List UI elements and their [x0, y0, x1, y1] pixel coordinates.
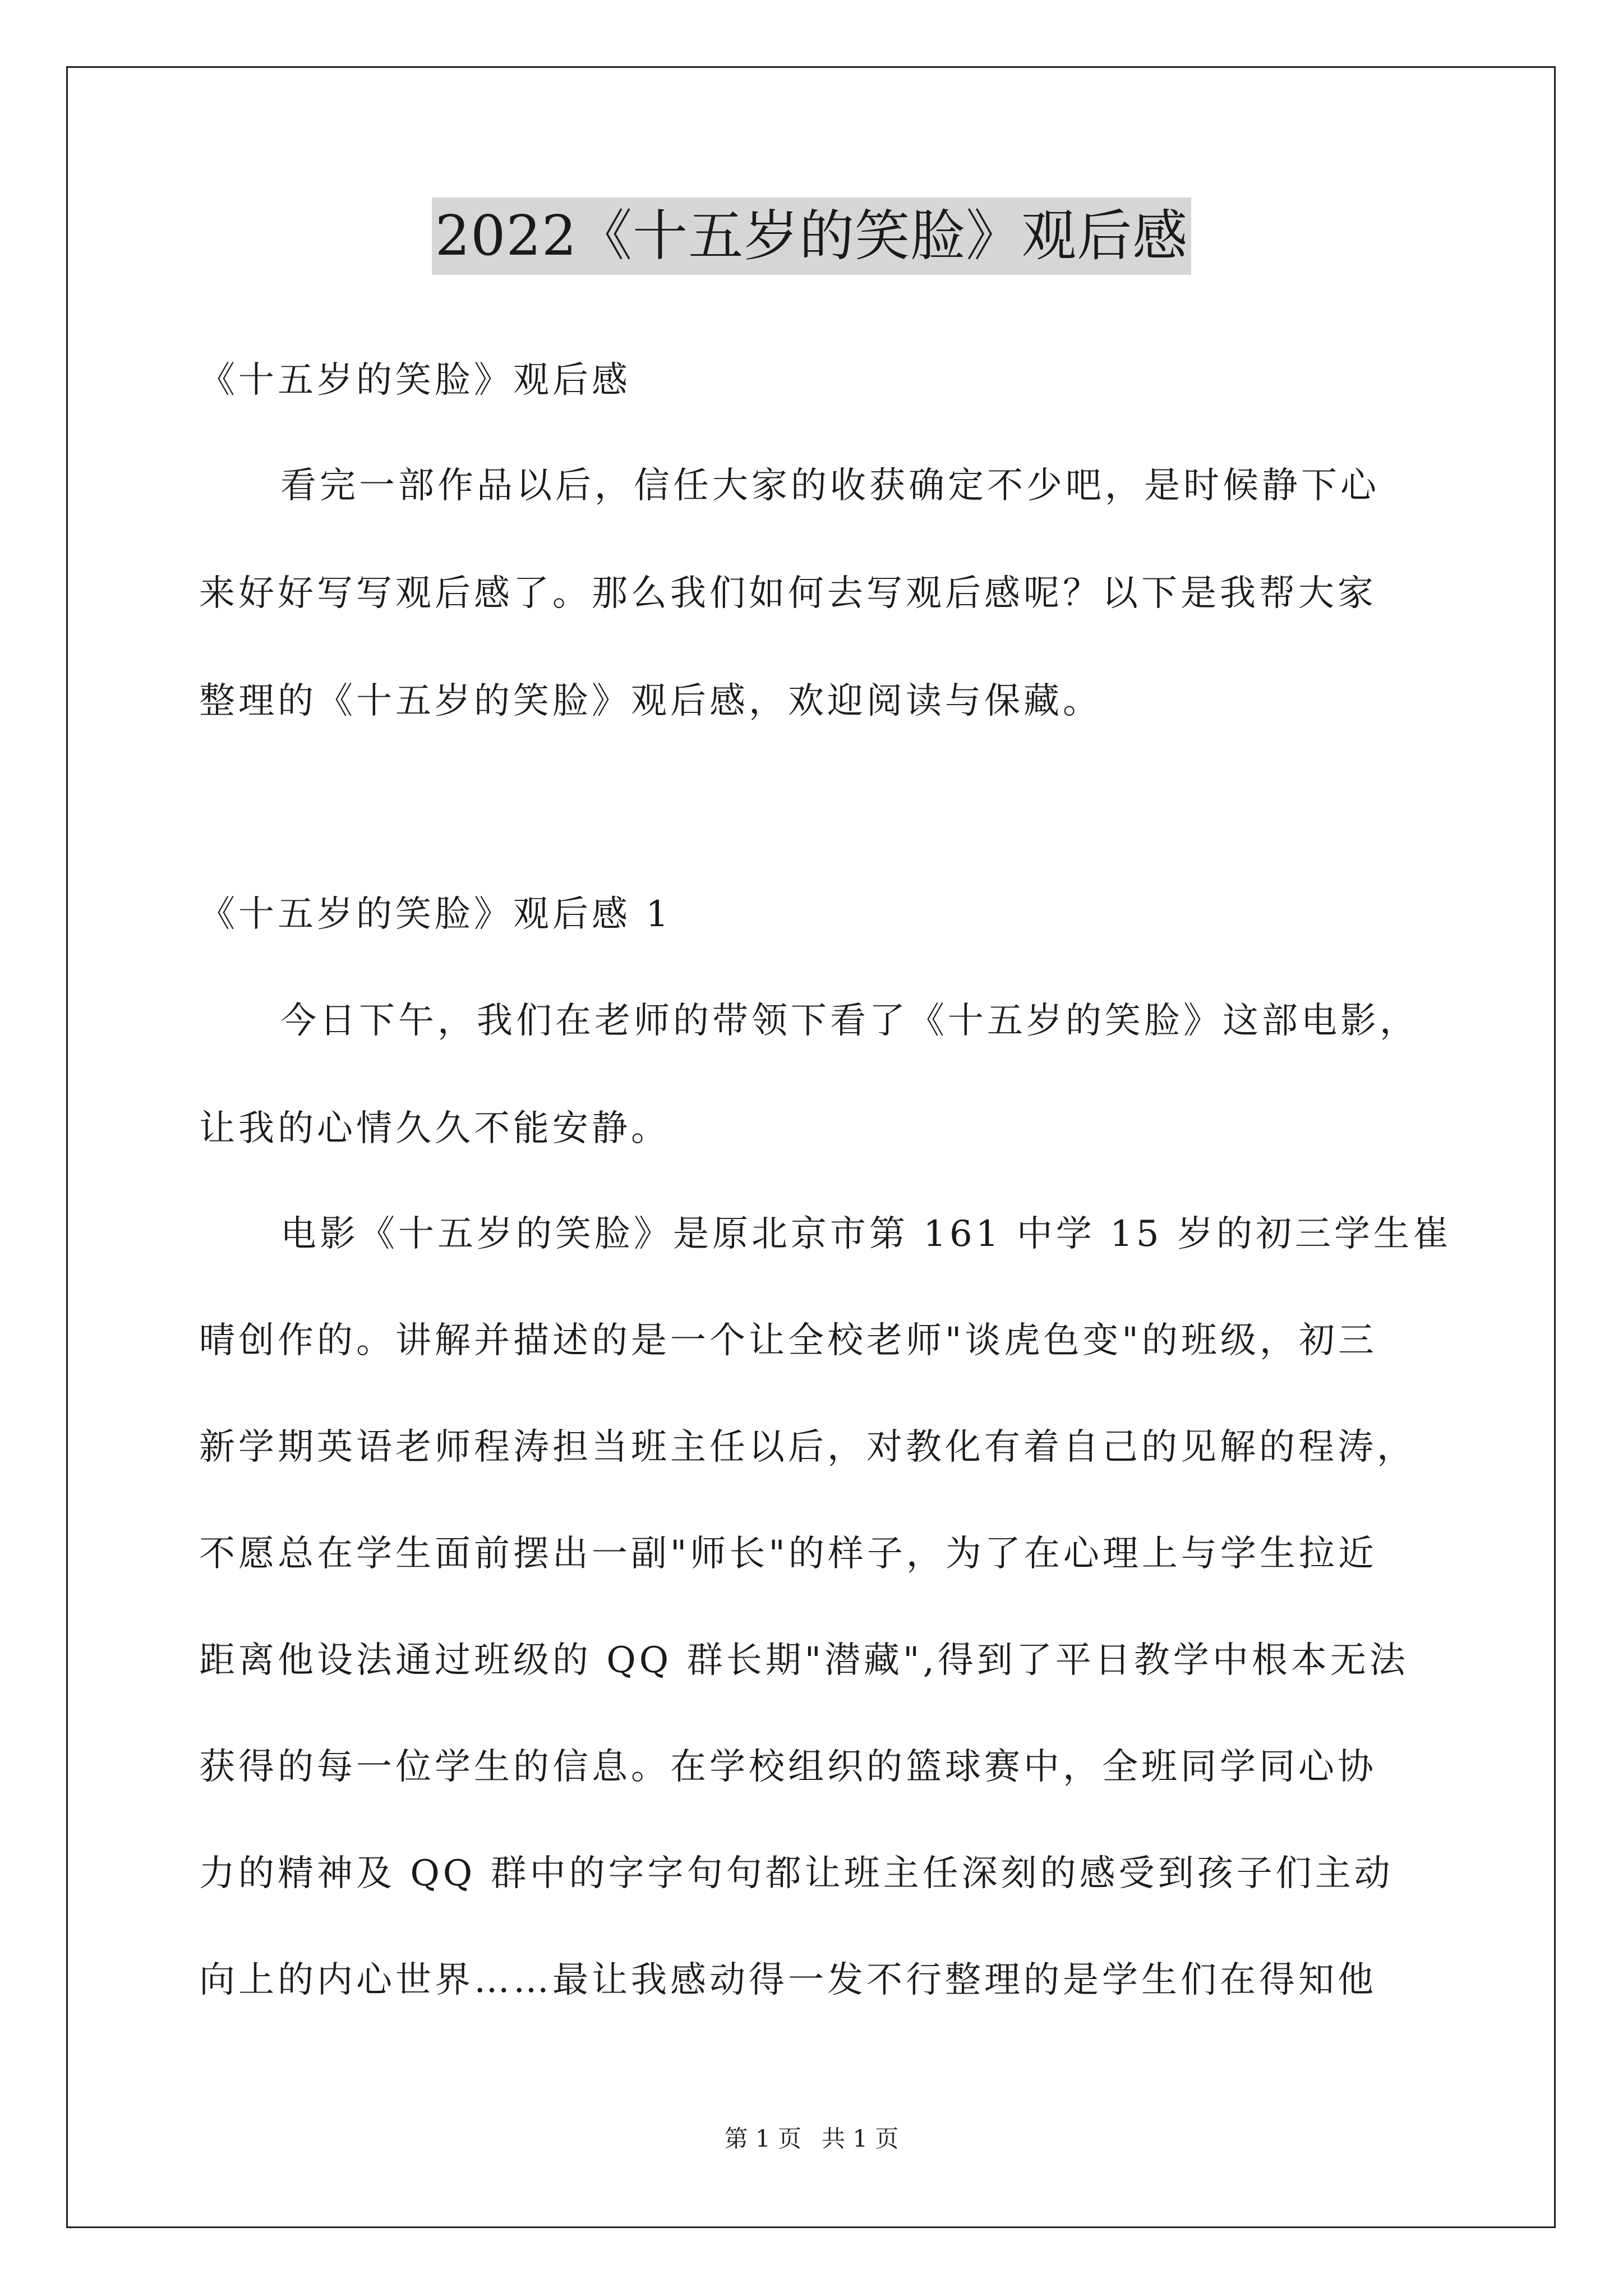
paragraph2-line-6: 获得的每一位学生的信息。在学校组织的篮球赛中，全班同学同心协 — [199, 1746, 1377, 1788]
paragraph2-line-3: 新学期英语老师程涛担当班主任以后，对教化有着自己的见解的程涛， — [199, 1427, 1416, 1468]
paragraph2-line-7: 力的精神及 QQ 群中的字字句句都让班主任深刻的感受到孩子们主动 — [199, 1853, 1394, 1894]
paragraph1-line-1: 今日下午，我们在老师的带领下看了《十五岁的笑脸》这部电影， — [280, 1000, 1419, 1042]
title-container — [0, 197, 1623, 275]
paragraph2-line-2: 晴创作的。讲解并描述的是一个让全校老师"谈虎色变"的班级，初三 — [199, 1320, 1377, 1361]
page-total: 共 1 页 — [822, 2125, 899, 2152]
paragraph2-line-4: 不愿总在学生面前摆出一副"师长"的样子，为了在心理上与学生拉近 — [199, 1533, 1377, 1575]
section-heading: 《十五岁的笑脸》观后感 1 — [199, 894, 672, 935]
page-number: 第 1 页 — [724, 2125, 801, 2152]
paragraph2-line-5: 距离他设法通过班级的 QQ 群长期"潜藏",得到了平日教学中根本无法 — [199, 1640, 1409, 1681]
paragraph2-line-8: 向上的内心世界……最让我感动得一发不行整理的是学生们在得知他 — [199, 1959, 1377, 2001]
document-title: 2022《十五岁的笑脸》观后感 — [432, 197, 1191, 275]
page-footer — [0, 2123, 1623, 2155]
paragraph1-line-2: 让我的心情久久不能安静。 — [199, 1108, 670, 1149]
subtitle: 《十五岁的笑脸》观后感 — [199, 360, 631, 401]
intro-line-1: 看完一部作品以后，信任大家的收获确定不少吧，是时候静下心 — [280, 465, 1380, 507]
paragraph2-line-1: 电影《十五岁的笑脸》是原北京市第 161 中学 15 岁的初三学生崔 — [280, 1213, 1452, 1255]
intro-line-3: 整理的《十五岁的笑脸》观后感，欢迎阅读与保藏。 — [199, 680, 1102, 722]
intro-line-2: 来好好写写观后感了。那么我们如何去写观后感呢？以下是我帮大家 — [199, 573, 1377, 614]
